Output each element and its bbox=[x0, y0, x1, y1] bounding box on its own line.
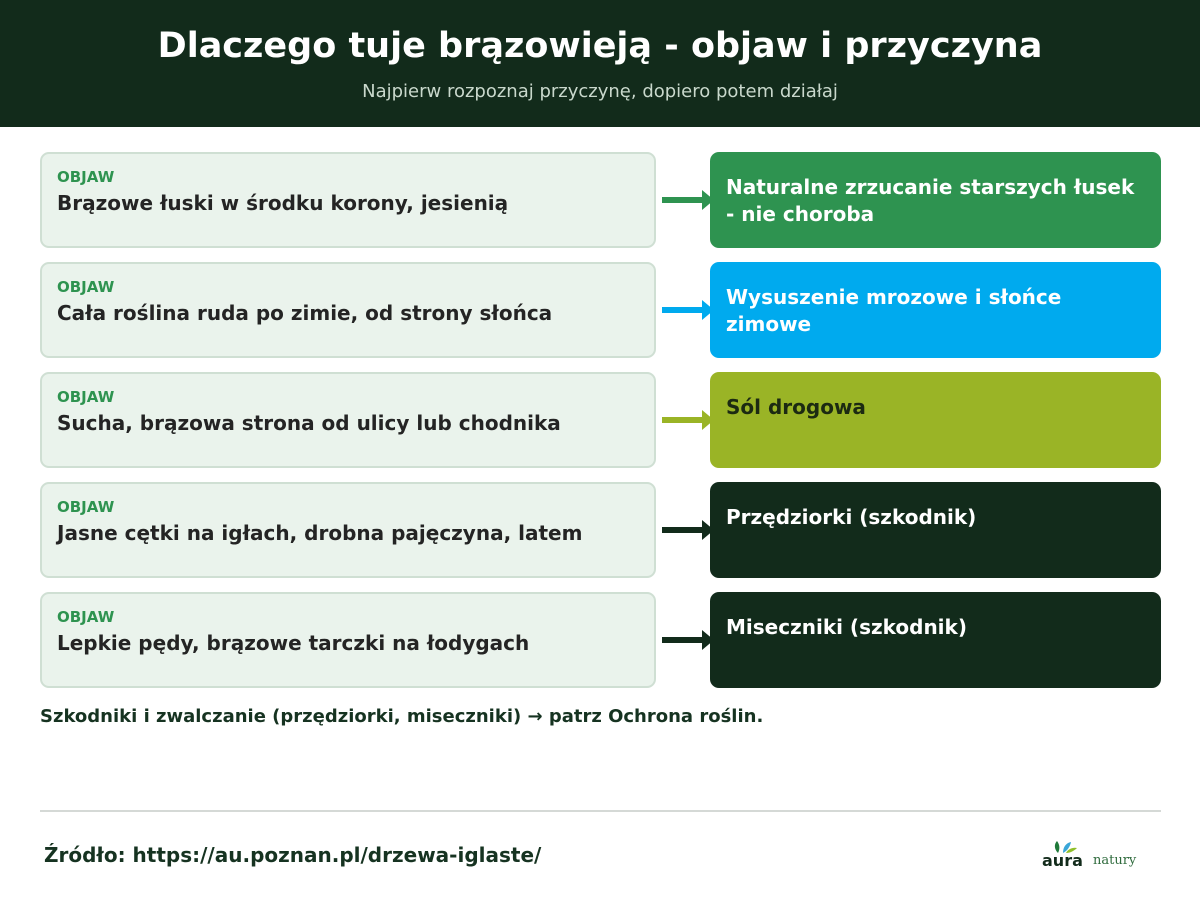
symptom-text: Lepkie pędy, brązowe tarczki na łodygach bbox=[57, 631, 530, 655]
header-banner bbox=[0, 0, 1200, 127]
symptom-text: Sucha, brązowa strona od ulicy lub chodnika bbox=[57, 411, 561, 435]
symptom-box bbox=[40, 372, 656, 468]
logo-brand: aura bbox=[1042, 851, 1083, 870]
symptom-box bbox=[40, 592, 656, 688]
symptom-box bbox=[40, 482, 656, 578]
arrow-right-icon bbox=[662, 630, 714, 650]
page-title: Dlaczego tuje brązowieją - objaw i przyczyna bbox=[157, 26, 1043, 66]
symptom-text: Brązowe łuski w środku korony, jesienią bbox=[57, 191, 509, 215]
symptom-cause-row bbox=[40, 592, 1161, 688]
cause-box bbox=[710, 152, 1161, 248]
symptom-text: Jasne cętki na igłach, drobna pajęczyna, latem bbox=[57, 521, 583, 545]
symptom-cause-row bbox=[40, 262, 1161, 358]
cause-text: Sól drogowa bbox=[726, 395, 866, 419]
footnote-pests: Szkodniki i zwalczanie (przędziorki, miseczniki) → patrz Ochrona roślin. bbox=[40, 706, 764, 727]
arrow-right-icon bbox=[662, 190, 714, 210]
divider bbox=[40, 810, 1161, 812]
symptom-text: Cała roślina ruda po zimie, od strony słońca bbox=[57, 301, 553, 325]
symptom-box bbox=[40, 152, 656, 248]
symptom-cause-row bbox=[40, 372, 1161, 468]
cause-text: Przędziorki (szkodnik) bbox=[726, 505, 977, 529]
symptom-tag: OBJAW bbox=[57, 168, 115, 186]
symptom-tag: OBJAW bbox=[57, 278, 115, 296]
cause-text: Miseczniki (szkodnik) bbox=[726, 615, 967, 639]
aura-natury-logo bbox=[1040, 840, 1140, 872]
symptom-cause-row bbox=[40, 152, 1161, 248]
symptom-tag: OBJAW bbox=[57, 498, 115, 516]
cause-box bbox=[710, 482, 1161, 578]
page-subtitle: Najpierw rozpoznaj przyczynę, dopiero potem działaj bbox=[362, 81, 838, 102]
cause-box bbox=[710, 262, 1161, 358]
arrow-right-icon bbox=[662, 410, 714, 430]
symptom-box bbox=[40, 262, 656, 358]
arrow-right-icon bbox=[662, 300, 714, 320]
source-citation: Źródło: https://au.poznan.pl/drzewa-iglaste/ bbox=[44, 843, 542, 867]
arrow-right-icon bbox=[662, 520, 714, 540]
logo-suffix: natury bbox=[1093, 853, 1137, 868]
symptom-cause-row bbox=[40, 482, 1161, 578]
cause-text: Naturalne zrzucanie starszych łusek - nie choroba bbox=[726, 175, 1135, 226]
cause-box bbox=[710, 372, 1161, 468]
symptom-tag: OBJAW bbox=[57, 608, 115, 626]
cause-box bbox=[710, 592, 1161, 688]
symptom-tag: OBJAW bbox=[57, 388, 115, 406]
cause-text: Wysuszenie mrozowe i słońce zimowe bbox=[726, 285, 1062, 336]
